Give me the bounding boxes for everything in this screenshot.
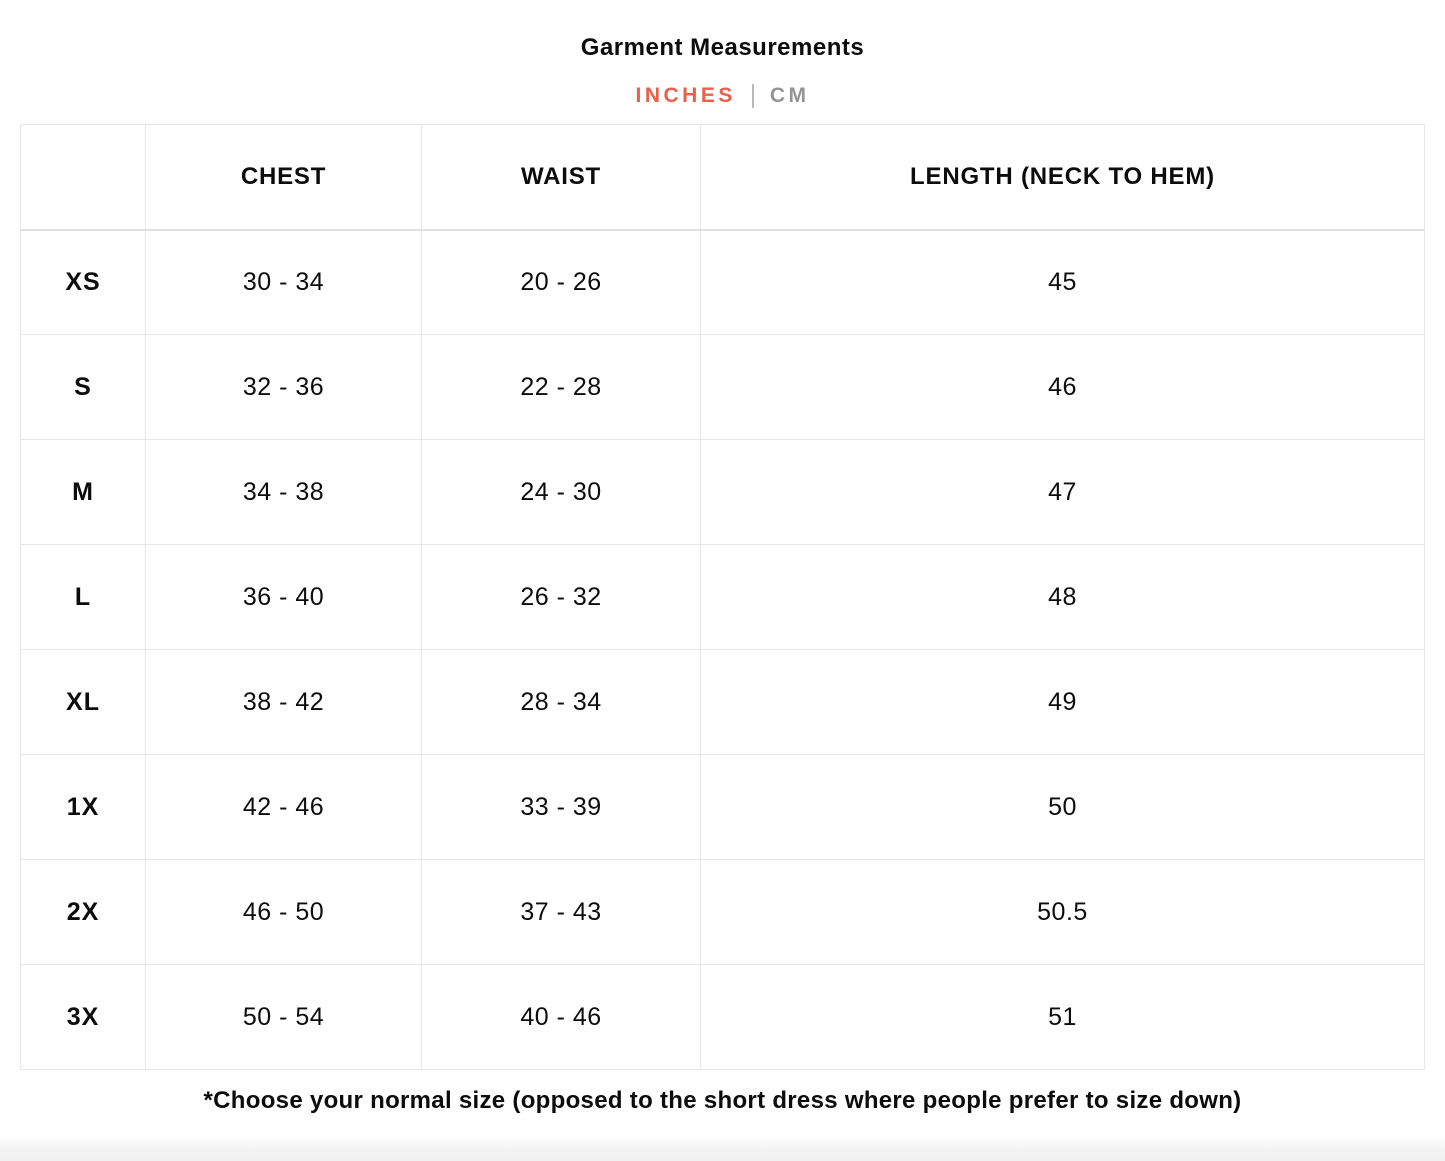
table-row <box>21 965 1425 1070</box>
chest-cell: 46 - 50 <box>146 860 422 965</box>
chest-cell: 32 - 36 <box>146 335 422 440</box>
size-chart-table <box>20 124 1425 1070</box>
waist-cell: 26 - 32 <box>422 545 701 650</box>
column-header-length: LENGTH (NECK TO HEM) <box>701 125 1425 230</box>
size-cell: L <box>21 545 146 650</box>
length-cell: 48 <box>701 545 1425 650</box>
waist-cell: 24 - 30 <box>422 440 701 545</box>
waist-cell: 33 - 39 <box>422 755 701 860</box>
length-cell: 45 <box>701 230 1425 335</box>
waist-cell: 20 - 26 <box>422 230 701 335</box>
table-row <box>21 440 1425 545</box>
waist-cell: 22 - 28 <box>422 335 701 440</box>
length-cell: 47 <box>701 440 1425 545</box>
unit-toggle-cm[interactable]: CM <box>769 84 810 107</box>
column-header-waist: WAIST <box>422 125 701 230</box>
length-cell: 50 <box>701 755 1425 860</box>
waist-cell: 28 - 34 <box>422 650 701 755</box>
size-cell: 3X <box>21 965 146 1070</box>
waist-cell: 37 - 43 <box>422 860 701 965</box>
table-row <box>21 755 1425 860</box>
unit-toggle-inches[interactable]: INCHES <box>635 84 736 107</box>
chest-cell: 42 - 46 <box>146 755 422 860</box>
column-header-chest: CHEST <box>146 125 422 230</box>
chest-cell: 30 - 34 <box>146 230 422 335</box>
length-cell: 46 <box>701 335 1425 440</box>
table-header-row <box>21 125 1425 230</box>
table-row <box>21 545 1425 650</box>
table-row <box>21 335 1425 440</box>
length-cell: 50.5 <box>701 860 1425 965</box>
table-row <box>21 230 1425 335</box>
size-cell: M <box>21 440 146 545</box>
size-cell: S <box>21 335 146 440</box>
size-cell: 2X <box>21 860 146 965</box>
size-cell: 1X <box>21 755 146 860</box>
chest-cell: 50 - 54 <box>146 965 422 1070</box>
size-chart-header <box>0 0 1445 108</box>
chest-cell: 36 - 40 <box>146 545 422 650</box>
waist-cell: 40 - 46 <box>422 965 701 1070</box>
column-header-size <box>21 125 146 230</box>
length-cell: 51 <box>701 965 1425 1070</box>
page-bottom-strip <box>0 1137 1445 1161</box>
page-title: Garment Measurements <box>580 34 865 61</box>
size-chart-table-container <box>20 124 1425 1070</box>
sizing-footnote: *Choose your normal size (opposed to the short dress where people prefer to size down) <box>203 1087 1242 1114</box>
unit-toggle-divider <box>752 84 754 108</box>
table-row <box>21 860 1425 965</box>
table-row <box>21 650 1425 755</box>
chest-cell: 34 - 38 <box>146 440 422 545</box>
unit-toggle <box>0 84 1445 108</box>
size-cell: XS <box>21 230 146 335</box>
chest-cell: 38 - 42 <box>146 650 422 755</box>
size-cell: XL <box>21 650 146 755</box>
length-cell: 49 <box>701 650 1425 755</box>
